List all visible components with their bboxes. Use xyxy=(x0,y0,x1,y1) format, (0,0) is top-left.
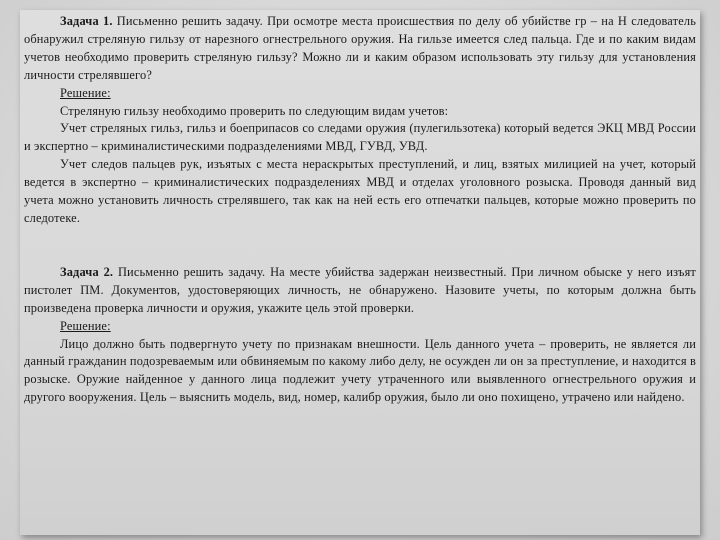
task2-label: Задача 2. xyxy=(60,264,114,279)
task1-text: Письменно решить задачу. При осмотре места происшествия по делу об убийстве гр – на Н следователь обнаружил стреляную гильзу от нарезного огнестрельного оружия. На гильзе имеется след пальца. Где и по каким видам учетов необходимо проверить стреляную гильзу? Можно ли и каким образом использовать эту гильзу для установления личности стрелявшего? xyxy=(24,14,696,82)
task1-statement xyxy=(24,13,696,85)
task2-solution-heading xyxy=(24,318,696,336)
task1-paragraph: Стреляную гильзу необходимо проверить по следующим видам учетов: xyxy=(60,103,449,118)
task1-solution-label: Решение: xyxy=(60,85,111,100)
task2-text: Письменно решить задачу. На месте убийства задержан неизвестный. При личном обыске у него изъят пистолет ПМ. Документов, удостоверяющих личность, не обнаружено. Назовите учеты, по которым должна быть произведена проверка личности и оружия, укажите цель этой проверки. xyxy=(24,264,696,315)
task1-solution-heading xyxy=(24,85,696,103)
task2-statement xyxy=(24,264,696,318)
task2-paragraph: Лицо должно быть подвергнуто учету по признакам внешности. Цель данного учета – проверить, не является ли данный гражданин подозреваемым или обвиняемым по какому либо делу, не осужден ли он за преступление, и находится в розыске. Оружие найденное у данного лица подлежит учету утраченного или выявленного огнестрельного оружия и другого вооружения. Цель – выяснить модель, вид, номер, калибр оружия, было ли оно похищено, утрачено или найдено. xyxy=(24,336,696,405)
task1-paragraph: Учет следов пальцев рук, изъятых с места нераскрытых преступлений, и лиц, взятых милицией на учет, который ведется в экспертно – криминалистических подразделениях МВД и отделах уголовного розыска. Проводя данный вид учета можно установить личность стрелявшего, так как на ней есть его отпечатки пальцев, которые можно проверить по следотеке. xyxy=(24,157,696,225)
task1-label: Задача 1. xyxy=(60,14,113,28)
document-page xyxy=(20,10,700,535)
task1-paragraph: Учет стреляных гильз, гильз и боеприпасов со следами оружия (пулегильзотека) который ведется ЭКЦ МВД России и экспертно – криминалистическими подразделениями МВД, ГУВД, УВД. xyxy=(24,121,696,154)
task2-solution-label: Решение: xyxy=(60,318,111,333)
document-text xyxy=(24,13,696,407)
section-spacer xyxy=(24,228,696,264)
